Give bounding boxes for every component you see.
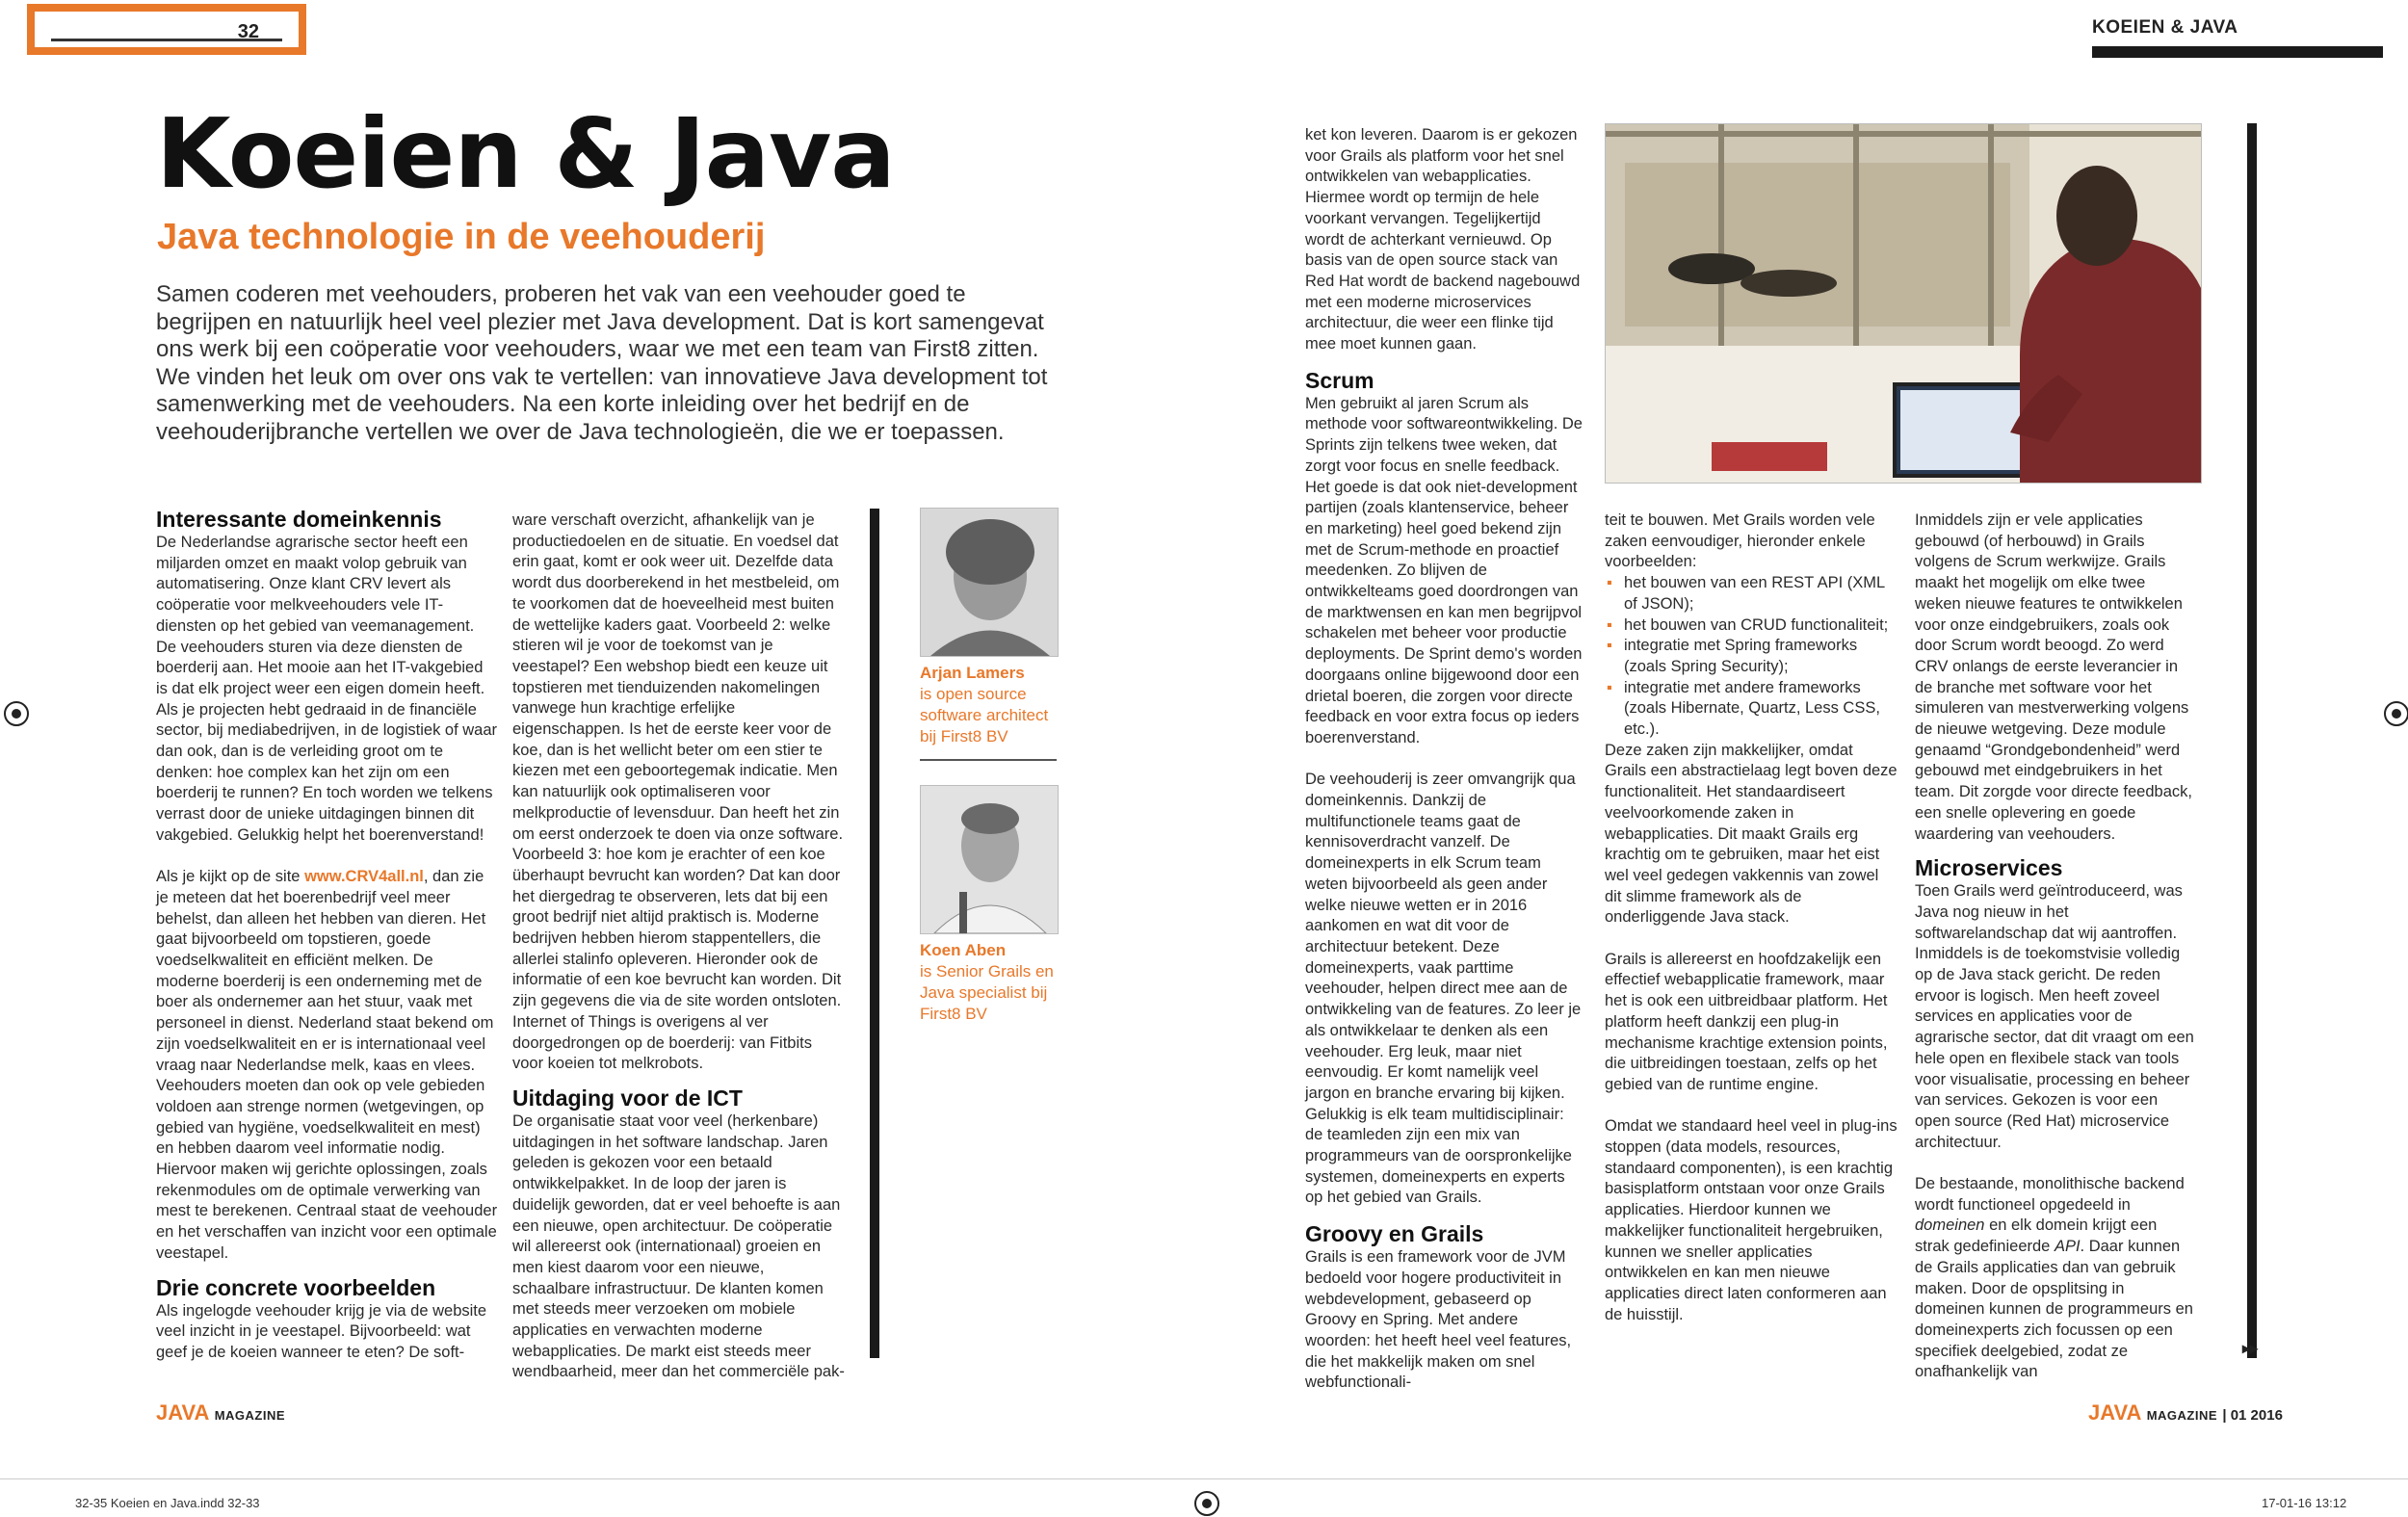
heading-uitdaging: Uitdaging voor de ICT — [512, 1085, 743, 1111]
crv4all-link[interactable]: www.CRV4all.nl — [304, 868, 424, 886]
paragraph: Inmiddels zijn er vele applicaties gebouwd (of herbouwd) in Grails volgens de Scrum werkwijze. Grails maakt het mogelijk om elke twee weken nieuwe features te ontwikkelen voor onze eindgebruikers, zoals ook door Scrum wordt beoogd. Zo werd CRV onlangs de eerste leverancier in de branche met software voor het simuleren van mestverwerking volgens de nieuwe wetgeving. Deze module genaamd “Grondgebondenheid” werd gebouwd met eindgebruikers in het team. Dit zorgde voor directe feedback, een snelle oplevering en goede waardering van veehouders. — [1915, 511, 2192, 843]
column-1 — [156, 506, 498, 1364]
trim-line — [0, 1478, 2408, 1479]
list-item: ▪ integratie met Spring frameworks (zoals Spring Security); — [1605, 636, 1898, 677]
right-column-bar — [2247, 123, 2257, 1358]
author-arjan: Arjan Lamers is open source software architect bij First8 BV — [920, 663, 1074, 747]
paragraph: De Nederlandse agrarische sector heeft een miljarden omzet en maakt volop gebruik van automatisering. Onze klant CRV levert als coöperatie voor melkveehouders vele IT-diensten op het gebied van veemanagement. De veehouders sturen via deze diensten de boerderij aan. Het mooie aan het IT-vakgebied is dat elk project weer een eigen domein heeft. Als je projecten hebt gedraaid in de financiële sector, bij mediabedrijven, in de logistiek of waar dan ook, dan is de verleiding groot om te denken: hoe complex kan het zijn om een boerderij te runnen? En toch worden we telkens verrast door de unieke uitdagingen binnen dit vakgebied. Gelukkig helpt het boerenverstand! — [156, 534, 498, 844]
column-divider-bar — [870, 509, 879, 1358]
heading-microservices: Microservices — [1915, 855, 2063, 881]
list-item: ▪ integratie met andere frameworks (zoals Hibernate, Quartz, Less CSS, etc.). — [1605, 678, 1898, 741]
paragraph: Omdat we standaard heel veel in plug-ins stoppen (data models, resources, standaard componenten), is een krachtig basisplatform ontstaan voor onze Grails applicaties. Hierdoor kunnen we makkelijker functionaliteit hergebruiken, kunnen we sneller applicaties ontwikkelen en kan men nieuwe applicaties direct laten conformeren aan de huisstijl. — [1605, 1117, 1898, 1323]
list-item: ▪ het bouwen van een REST API (XML of JSON); — [1605, 573, 1898, 615]
author-photo-arjan — [920, 508, 1059, 657]
author-koen: Koen Aben is Senior Grails en Java specialist bij First8 BV — [920, 940, 1084, 1025]
column-4 — [1605, 510, 1898, 1325]
registration-mark-icon — [4, 701, 29, 726]
footer-right: JAVA MAGAZINE | 01 2016 — [2088, 1400, 2283, 1425]
slug-date: 17-01-16 13:12 — [2262, 1496, 2347, 1510]
article-subtitle: Java technologie in de veehouderij — [157, 217, 766, 257]
paragraph: Toen Grails werd geïntroduceerd, was Java nog nieuw in het softwarelandschap dat wij aantroffen. Inmiddels is de toekomstvisie volledig op de Java stack gericht. De reden ervoor is logisch. Men heeft zoveel services en applicaties voor de agrarische sector, dat dit vraagt om een hele open en flexibele stack van tools voor visualisatie, processing en beheer van services. Gekozen is voor een open source (Red Hat) microservice architectuur. — [1915, 882, 2194, 1151]
footer-java-logo: JAVA — [156, 1400, 210, 1425]
paragraph: Grails is allereerst en hoofdzakelijk een effectief webapplicatie framework, maar het is ook een uitbreidbaar platform. Het platform heeft dankzij een plug-in mechanisme krachtige extension points, die uitbreidingen toestaan, zelfs op het gebied van de runtime engine. — [1605, 950, 1888, 1093]
author-separator — [920, 759, 1057, 761]
paragraph: ware verschaft overzicht, afhankelijk van je productiedoelen en de situatie. En voedsel dat erin gaat, komt er ook weer uit. Dezelfde data wordt dus doorberekend in het mestbeleid, om te voorkomen dat de hoeveelheid mest buiten de wettelijke kaders gaat. Voorbeeld 2: welke stieren wil je voor de toekomst van je veestapel? Een webshop biedt een keuze uit topstieren met tienduizenden nakomelingen vanwege hun krachtige erfelijke eigenschappen. Is het de eerste keer voor de koe, dan is het wellicht beter om een stier te kiezen met een geboortegemak indicatie. Men kan natuurlijk ook optimaliseren voor melkproductie of levensduur. Dan heeft het zin om eerst onderzoek te doen via onze software. Voorbeeld 3: hoe kom je erachter of een koe überhaupt bevrucht kan worden? Dat kan door het diergedrag te observeren, lets dat bij een groot bedrijf niet altijd praktisch is. Moderne bedrijven hebben hierom stappentellers, die allerlei stalinfo opleveren. Hieronder ook de informatie of een koe bevrucht kan worden. Dit zijn gegevens die via de site worden ontsloten. Internet of Things is overigens al ver doorgedrongen op de boerderij: van Fitbits voor koeien tot melkrobots. — [512, 511, 844, 1073]
paragraph: teit te bouwen. Met Grails worden vele zaken eenvoudiger, hieronder enkele voorbeelden: — [1605, 511, 1875, 571]
heading-voorbeelden: Drie concrete voorbeelden — [156, 1274, 436, 1300]
page-number-box — [27, 4, 306, 55]
author-name: Koen Aben — [920, 941, 1007, 959]
page-number: 32 — [51, 21, 282, 41]
section-bar — [2092, 46, 2383, 58]
paragraph: De veehouderij is zeer omvangrijk qua domeinkennis. Dankzij de multifunctionele teams gaat de kennisoverdracht vanzelf. De domeinexperts in elk Scrum team weten bijvoorbeeld als geen ander welke nieuwe wetten er in 2016 aankomen en wat dit voor de architectuur betekent. Deze domeinexperts, vaak parttime veehouder, helpen direct mee aan de ontwikkeling van de features. Zo leer je als ontwikkelaar te denken als een veehouder. Erg leuk, maar niet eenvoudig. Er komt namelijk veel jargon en branche ervaring bij kijken. Gelukkig is elk team multidisciplinair: de teamleden zijn een mix van programmeurs van de oorspronkelijke systemen, domeinexperts en experts op het gebied van Grails. — [1305, 771, 1582, 1207]
footer-left: JAVA MAGAZINE — [156, 1400, 286, 1425]
paragraph: De bestaande, monolithische backend wordt functioneel opgedeeld in domeinen en elk domein krijgt een strak gedefinieerde API. Daar kunnen de Grails applicaties dan van gebruik maken. Door de opsplitsing in domeinen kunnen de programmeurs en domeinexperts zich focussen op een specifiek deelgebied, zodat ze onafhankelijk van — [1915, 1175, 2193, 1381]
slug-filename: 32-35 Koeien en Java.indd 32-33 — [75, 1496, 260, 1510]
paragraph: ket kon leveren. Daarom is er gekozen voor Grails als platform voor het snel ontwikkelen van webapplicaties. Hiermee wordt op termijn de hele voorkant vervangen. Tegelijkertijd wordt de achterkant vernieuwd. Op basis van de open source stack van Red Hat wordt de backend nagebouwd met een moderne microservices architectuur, die weer een flinke tijd mee moet kunnen gaan. — [1305, 126, 1581, 353]
column-2 — [512, 510, 845, 1383]
paragraph: Deze zaken zijn makkelijker, omdat Grails een abstractielaag legt boven deze functionaliteit. Het standaardiseert veelvoorkomende zaken in webapplicaties. Dit maakt Grails erg krachtig om te gebruiken, maar het eist wel veel gedegen vakkennis van zowel dit slimme framework als de onderliggende Java stack. — [1605, 741, 1898, 927]
paragraph: Men gebruikt al jaren Scrum als methode voor softwareontwikkeling. De Sprints zijn telkens twee weken, dat zorgt voor focus en snelle feedback. Het goede is dat ook niet-development partijen (zoals klantenservice, beheer en marketing) heel goed bekend zijn met de Scrum-methode en proactief meedenken. Zo blijven de ontwikkelteams goed doordrongen van de marktwensen en kan men begrijpvol schakelen met beheer voor productie deployments. De Sprint demo's worden doorgaans online bijgewoond door een drietal boeren, die zorgen voor directe feedback en voor extra focus op ieders boerenverstand. — [1305, 394, 1583, 746]
heading-scrum: Scrum — [1305, 367, 1374, 393]
author-name: Arjan Lamers — [920, 664, 1025, 682]
author-photo-koen — [920, 785, 1059, 934]
registration-mark-icon — [1194, 1491, 1219, 1516]
column-3 — [1305, 125, 1583, 1394]
paragraph: Grails is een framework voor de JVM bedoeld voor hogere productiviteit in webdevelopment, gebaseerd op Groovy en Spring. Met andere woorden: het heeft heel veel features, die het makkelijk maken om snel webfunctionali- — [1305, 1248, 1572, 1392]
paragraph: Als ingelogde veehouder krijg je via de website veel inzicht in je veestapel. Bijvoorbeeld: wat geef je de koeien wanneer te eten? De soft- — [156, 1301, 487, 1361]
footer-java-logo: JAVA — [2088, 1400, 2142, 1425]
paragraph: Als je kijkt op de site www.CRV4all.nl, dan zie je meteen dat het boerenbedrijf veel meer behelst, dan alleen het hebben van dieren. Het gaat bijvoorbeeld om topstieren, goede voedselkwaliteit en efficiënt melken. De moderne boerderij is een onderneming met de boer als ondernemer aan het stuur, vaak met personeel in dienst. Nederland staat bekend om zijn voedselkwaliteit en er is internationaal veel vraag naar Nederlandse melk, kaas en vlees. Veehouders moeten dan ook op vele gebieden voldoen aan strenge normen (wetgevingen, op gebied van hygiëne, voedselkwaliteit en mest) en hebben daarom veel informatie nodig. Hiervoor maken wij gerichte oplossingen, zoals rekenmodules om de optimale verwerking van mest te berekenen. Centraal staat de veehouder en het verschaffen van inzicht voor een optimale veestapel. — [156, 868, 498, 1262]
paragraph: De organisatie staat voor veel (herkenbare) uitdagingen in het software landschap. Jaren geleden is gekozen voor een betaald ontwikkelpakket. In de loop der jaren is duidelijk geworden, dat er veel behoefte is aan een nieuwe, open architectuur. De coöperatie wil allereerst ook (internationaal) groeien en men kiest daarom voor een nieuwe, schaalbare infrastructuur. De klanten komen met steeds meer verzoeken om mobiele applicaties en verwachten moderne webapplicaties. De markt eist steeds meer wendbaarheid, meer dan het commerciële pak- — [512, 1112, 845, 1381]
continue-marker: ▸▸ — [2242, 1341, 2259, 1357]
heading-domeinkennis: Interessante domeinkennis — [156, 507, 442, 532]
list-item: ▪ het bouwen van CRUD functionaliteit; — [1605, 615, 1898, 637]
column-5 — [1915, 510, 2194, 1383]
heading-groovy-grails: Groovy en Grails — [1305, 1221, 1484, 1247]
section-label: KOEIEN & JAVA — [2092, 17, 2238, 38]
registration-mark-icon — [2384, 701, 2408, 726]
article-photo-farmer-at-computer — [1605, 123, 2202, 484]
article-title: Koeien & Java — [156, 97, 895, 210]
article-lead: Samen coderen met veehouders, proberen het vak van een veehouder goed te begrijpen en natuurlijk heel veel plezier met Java development. Dat is kort samengevat ons werk bij een coöperatie voor veehouders, waar we met een team van First8 zitten. We vinden het leuk om over ons vak te vertellen: van innovatieve Java development tot samenwerking met de veehouders. Na een korte inleiding over het bedrijf en de veehouderijbranche vertellen we over de Java technologieën, die we er toepassen. — [156, 281, 1048, 445]
